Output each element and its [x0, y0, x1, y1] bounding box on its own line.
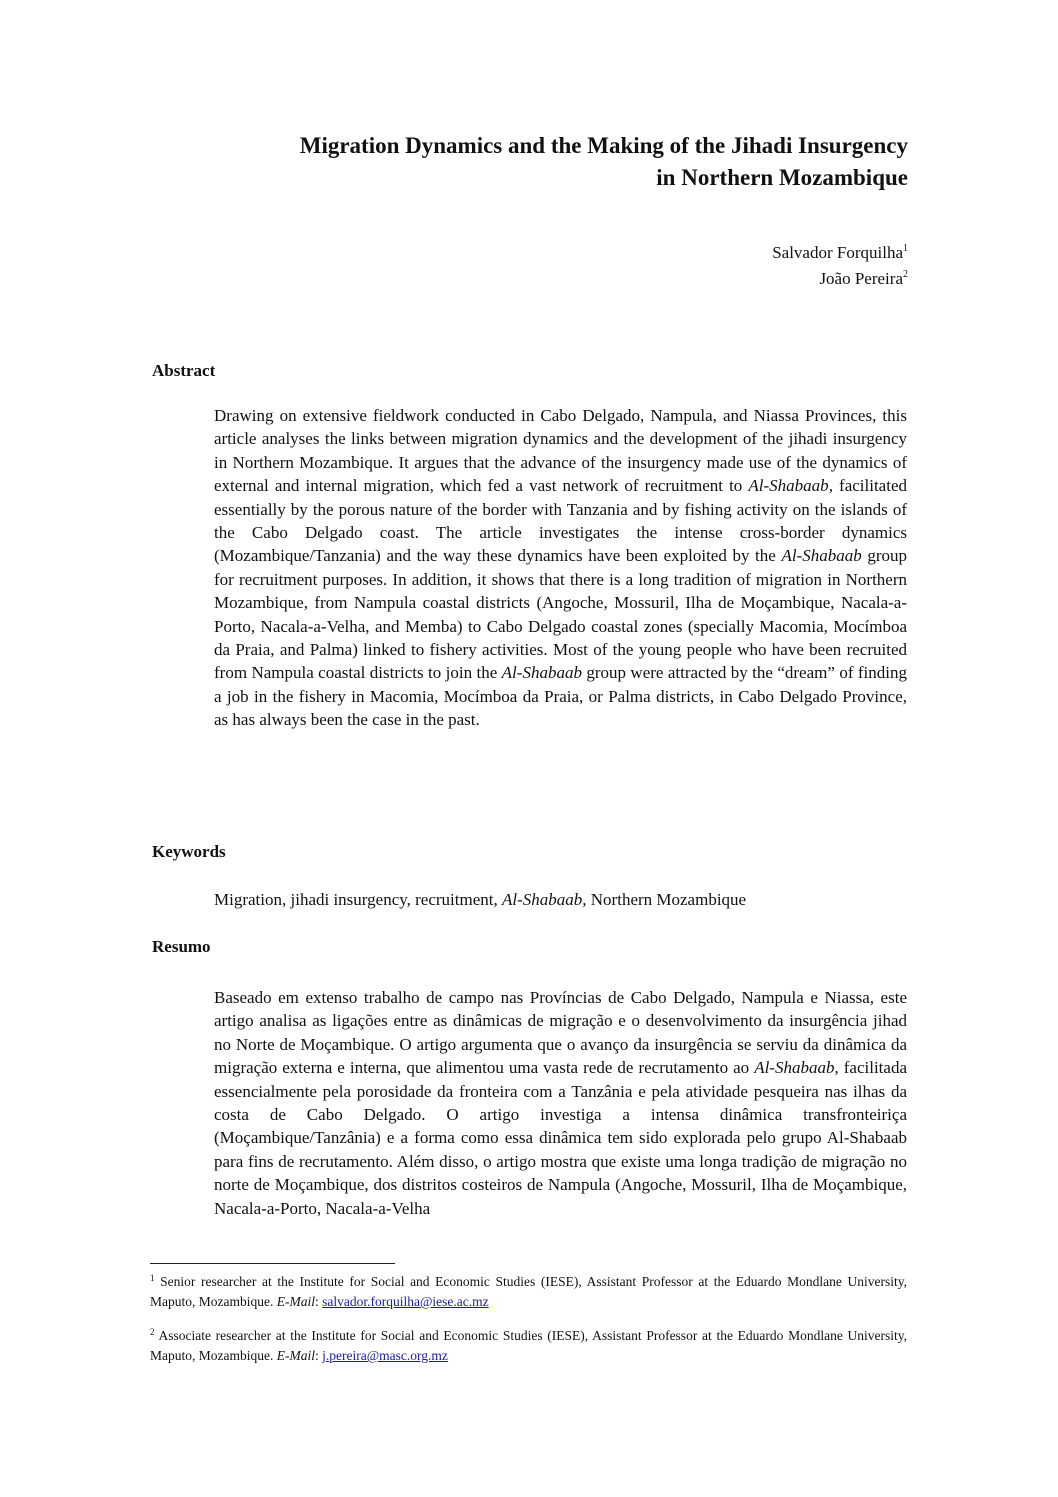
footnote-mark: 2 — [150, 1327, 155, 1337]
keywords-italic: Al-Shabaab, — [502, 890, 587, 909]
abstract-text: group for recruitment purposes. In addition, it shows that there is a long tradition of migration in Northern Mozambique, from Nampula coastal districts (Angoche, Mossuril, Ilha de Moçambique, Nacala-a-Porto, Nacala-a-Velha, and Memba) to Cabo Delgado coastal zones (specially Macomia, Mocímboa da Praia, and Palma) linked to fishery activities. Most of the young people who have been recruited from Nampula coastal districts to join the — [214, 546, 907, 683]
footnote-divider — [150, 1263, 395, 1264]
resumo-heading: Resumo — [152, 937, 211, 956]
author-name: Salvador Forquilha — [772, 243, 903, 262]
email-link[interactable]: salvador.forquilha@iese.ac.mz — [322, 1294, 489, 1309]
abstract-heading: Abstract — [152, 361, 216, 380]
abstract-italic: Al-Shabaab — [748, 476, 829, 496]
abstract-text: Drawing on extensive fieldwork conducted in Cabo Delgado, Nampula, and Niassa Provinces, this article analyses the links between migration dynamics and the development of the jihadi insurgency in Northern Mozambique. It argues that the advance of the insurgency made use of the dynamics of external and internal migration, which fed a vast network of recruitment to — [214, 406, 907, 496]
author-1 — [772, 240, 908, 266]
abstract-italic: Al-Shabaab — [781, 546, 862, 566]
keywords-heading: Keywords — [152, 842, 226, 861]
resumo-text: , facilitada essencialmente pela porosidade da fronteira com a Tanzânia e pela atividade pesqueira nas ilhas da costa de Cabo Delgado. O artigo investiga a intensa dinâmica transfronteiriça (Moçambique/Tanzânia) e a forma como essa dinâmica tem sido explorada pelo grupo Al-Shabaab para fins de recrutamento. Além disso, o artigo mostra que existe uma longa tradição de migração no norte de Moçambique, dos distritos costeiros de Nampula (Angoche, Mossuril, Ilha de Moçambique, Nacala-a-Porto, Nacala-a-Velha — [214, 1058, 907, 1218]
footnote-ref: 2 — [903, 269, 908, 280]
resumo-body — [214, 986, 907, 1220]
footnote-2: $^2$ Associate researcher at the Institute for Social and Economic Studies (IESE), Assistant Professor at the Eduardo Mondlane University, Maputo, Mozambique. E-Mail: j.pereira@masc.org.mz — [150, 1327, 907, 1363]
footnote-ref: 1 — [903, 243, 908, 254]
footnote-text: Senior researcher at the Institute for Social and Economic Studies (IESE), Assistant Professor at the Eduardo Mondlane University, Maputo, Mozambique. — [150, 1274, 907, 1309]
author-list — [772, 240, 908, 292]
keywords-list — [214, 888, 746, 911]
abstract-body — [214, 404, 907, 732]
author-name: João Pereira — [819, 269, 903, 288]
footnote-mark: 1 — [150, 1273, 155, 1283]
title-line-1: Migration Dynamics and the Making of the Jihadi Insurgency — [299, 133, 908, 158]
email-link[interactable]: j.pereira@masc.org.mz — [322, 1348, 448, 1363]
keywords-text: Northern Mozambique — [586, 890, 747, 909]
resumo-text: Baseado em extenso trabalho de campo nas Províncias de Cabo Delgado, Nampula e Niassa, este artigo analisa as ligações entre as dinâmicas de migração e o desenvolvimento da insurgência jihad no Norte de Moçambique. O artigo argumenta que o avanço da insurgência se serviu da dinâmica da migração externa e interna, que alimentou uma vasta rede de recrutamento ao — [214, 988, 907, 1078]
email-label: E-Mail — [276, 1348, 315, 1363]
abstract-italic: Al-Shabaab — [501, 663, 582, 683]
abstract-text: , facilitated essentially by the porous nature of the border with Tanzania and by fishing activity on the islands of the Cabo Delgado coast. The article investigates the intense cross-border dynamics (Mozambique/Tanzania) and the way these dynamics have been exploited by the — [214, 476, 907, 566]
article-title — [108, 130, 908, 194]
keywords-text: Migration, jihadi insurgency, recruitment, — [214, 890, 502, 909]
email-label: E-Mail — [276, 1294, 315, 1309]
author-2 — [772, 266, 908, 292]
footnote-text: Associate researcher at the Institute for Social and Economic Studies (IESE), Assistant Professor at the Eduardo Mondlane University, Maputo, Mozambique. — [150, 1328, 907, 1363]
title-line-2: in Northern Mozambique — [656, 165, 908, 190]
resumo-italic: Al-Shabaab — [754, 1058, 835, 1078]
footnote-1: $^1$ Senior researcher at the Institute for Social and Economic Studies (IESE), Assistant Professor at the Eduardo Mondlane University, Maputo, Mozambique. E-Mail: salvador.forquilha@iese.ac.mz — [150, 1273, 907, 1309]
abstract-text: group were attracted by the “dream” of finding a job in the fishery in Macomia, Mocímboa da Praia, or Palma districts, in Cabo Delgado Province, as has always been the case in the past. — [214, 663, 908, 730]
